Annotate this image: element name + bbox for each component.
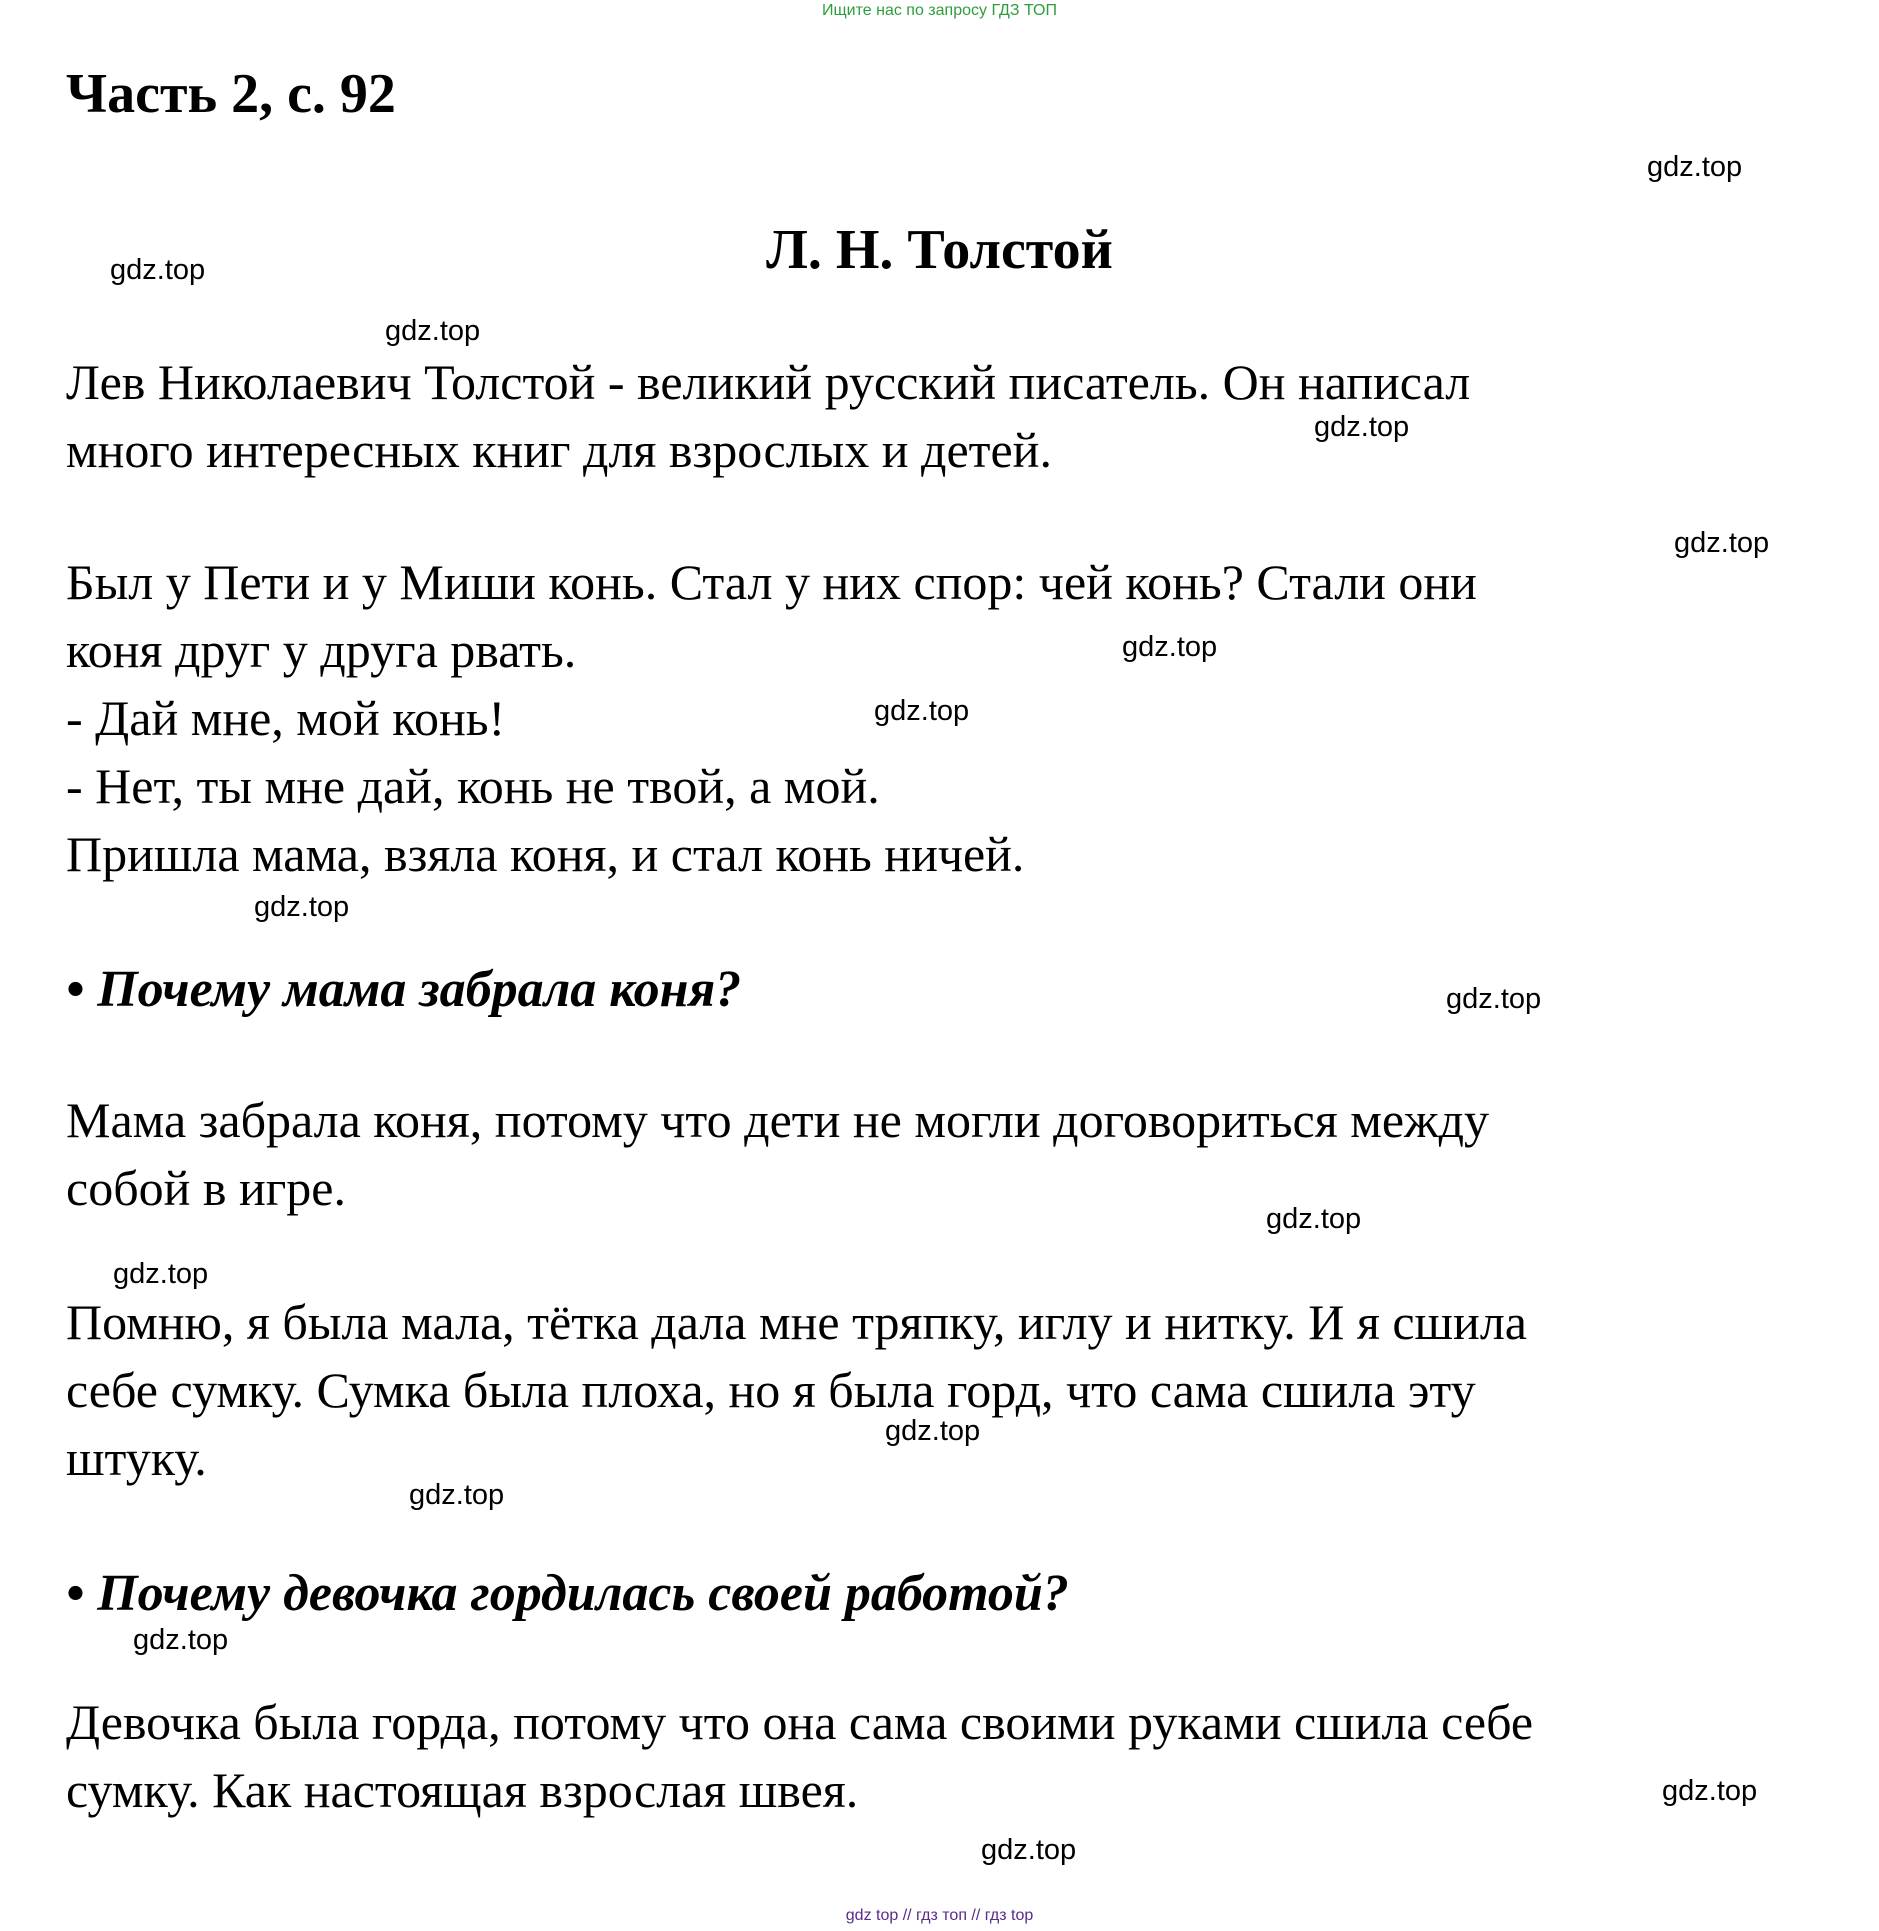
story-two	[66, 1288, 1866, 1492]
watermark-text: gdz.top	[874, 695, 970, 727]
watermark-text: gdz.top	[254, 891, 350, 923]
watermark-text: gdz.top	[981, 1834, 1077, 1866]
answer-one	[66, 1086, 1866, 1222]
watermark-text: gdz.top	[1266, 1203, 1362, 1235]
text-line: Пришла мама, взяла коня, и стал конь ничей.	[66, 826, 1025, 882]
answer-two	[66, 1688, 1866, 1824]
watermark-text: gdz.top	[1314, 411, 1410, 443]
watermark-text: gdz.top	[110, 254, 206, 286]
watermark-text: gdz.top	[133, 1624, 229, 1656]
watermark-text: gdz.top	[1674, 527, 1770, 559]
footer-links[interactable]: gdz top // гдз топ // гдз top	[845, 1907, 1034, 1924]
text-line: Лев Николаевич Толстой - великий русский писатель. Он написал	[66, 354, 1471, 410]
watermark-text: gdz.top	[1122, 631, 1218, 663]
watermark-text: gdz.top	[385, 315, 481, 347]
text-line: Был у Пети и у Миши конь. Стал у них спор: чей конь? Стали они	[66, 554, 1477, 610]
text-line: коня друг у друга рвать.	[66, 622, 577, 678]
text-line: сумку. Как настоящая взрослая швея.	[66, 1762, 859, 1818]
question-two: • Почему девочка гордилась своей работой?	[66, 1565, 1069, 1622]
text-line: себе сумку. Сумка была плоха, но я была горд, что сама сшила эту	[66, 1362, 1476, 1418]
text-line: собой в игре.	[66, 1160, 346, 1216]
text-line: - Нет, ты мне дай, конь не твой, а мой.	[66, 758, 880, 814]
question-one: • Почему мама забрала коня?	[66, 961, 742, 1018]
text-line: Мама забрала коня, потому что дети не могли договориться между	[66, 1092, 1490, 1148]
text-line: штуку.	[66, 1430, 207, 1486]
text-line: Девочка была горда, потому что она сама своими руками сшила себе	[66, 1694, 1534, 1750]
text-line: много интересных книг для взрослых и детей.	[66, 422, 1052, 478]
text-line: - Дай мне, мой конь!	[66, 690, 506, 746]
page-heading: Часть 2, с. 92	[66, 63, 396, 125]
top-banner[interactable]: Ищите нас по запросу ГДЗ ТОП	[822, 2, 1057, 19]
text-line: Помню, я была мала, тётка дала мне тряпку, иглу и нитку. И я сшила	[66, 1294, 1527, 1350]
watermark-text: gdz.top	[409, 1479, 505, 1511]
watermark-text: gdz.top	[113, 1258, 209, 1290]
section-title: Л. Н. Толстой	[766, 219, 1113, 281]
watermark-text: gdz.top	[1446, 983, 1542, 1015]
watermark-text: gdz.top	[1662, 1775, 1758, 1807]
watermark-text: gdz.top	[885, 1415, 981, 1447]
watermark-text: gdz.top	[1647, 151, 1743, 183]
intro-paragraph	[66, 348, 1866, 484]
